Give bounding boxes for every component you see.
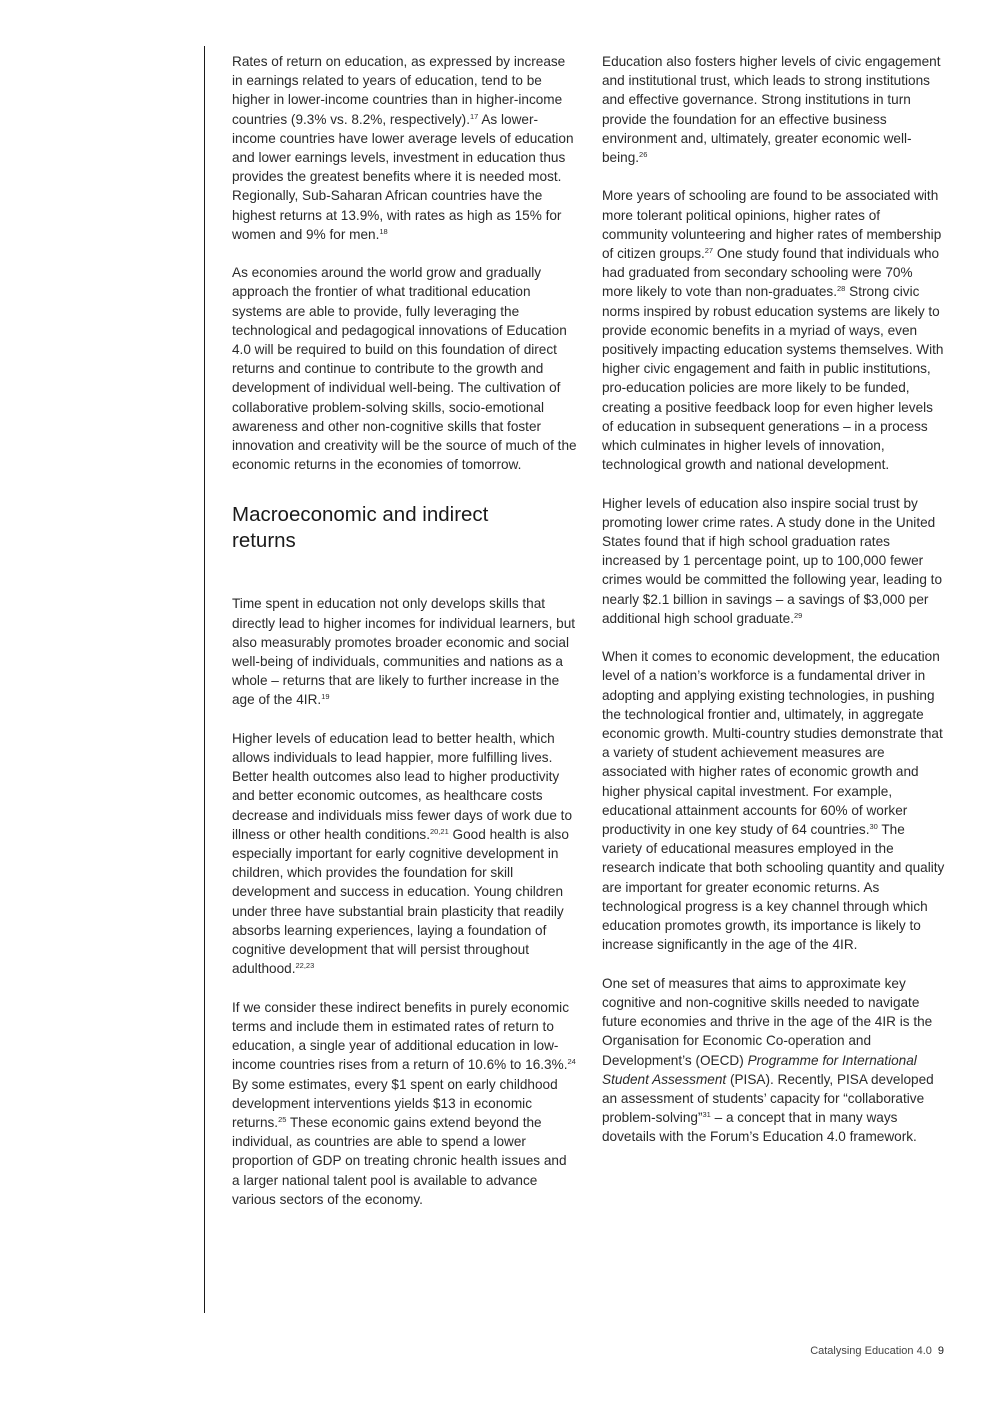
paragraph: Rates of return on education, as expressed by increase in earnings related to years of education, tend to be higher in lower-income countries than in higher-income countries (9.3% vs. 8.2%, respectively).$^{17}$ As lower-income countries have lower average levels of education and lower earnings levels, investment in education thus provides the greatest benefits where it is needed most. Regionally, Sub-Saharan African countries have the highest returns at 13.9%, with rates as high as 15% for women and 9% for men.$^{18}$ xyxy=(232,54,574,242)
margin-rule xyxy=(204,46,205,1313)
footnote-ref: 28 xyxy=(837,284,846,294)
page-footer xyxy=(810,1345,944,1357)
paragraph: One set of measures that aims to approximate key cognitive and non-cognitive skills needed to navigate future economies and thrive in the age of the 4IR is the Organisation for Economic Co-operation and Development’s (OECD) Programme for International Student Assessment (PISA). Recently, PISA developed an assessment of students’ capacity for “collaborative problem-solving”$^{31}$ – a concept that in many ways dovetails with the Forum’s Education 4.0 framework. xyxy=(602,975,934,1145)
paragraph: More years of schooling are found to be associated with more tolerant political opinions, higher rates of community volunteering and higher rates of membership of citizen groups.$^{27}$ One study found that individuals who had graduated from secondary schooling were 70% more likely to vote than non-graduates.$^{28}$ Strong civic norms inspired by robust education systems are likely to provide economic benefits in a myriad of ways, even positively impacting education systems themselves. With higher civic engagement and faith in public institutions, pro-education policies are more likely to be funded, creating a positive feedback loop for even higher levels of education in subsequent generations – in a process which culminates in higher levels of innovation, technological growth and national development. xyxy=(602,188,944,473)
footnote-ref: 27 xyxy=(704,246,714,256)
right-column xyxy=(602,52,947,1166)
publication-title: Catalysing Education 4.0 xyxy=(810,1345,932,1357)
footnote-ref: 30 xyxy=(869,822,878,832)
footnote-ref: 19 xyxy=(321,692,330,702)
paragraph: Higher levels of education lead to better health, which allows individuals to lead happier, more fulfilling lives. Better health outcomes also lead to higher productivity and better economic outcomes, as healthcare costs decrease and individuals miss fewer days of work due to illness or other health conditions.$^{20,21}$ Good health is also especially important for early cognitive development in children, which provides the foundation for skill development and success in education. Young children under three have substantial brain plasticity that readily absorbs learning experiences, laying a foundation of cognitive development that will persist throughout adulthood.$^{22,23}$ xyxy=(232,730,573,977)
paragraph: As economies around the world grow and gradually approach the frontier of what traditional education systems are able to provide, fully leveraging the technological and pedagogical innovations of Education 4.0 will be required to build on this foundation of direct returns and continue to contribute to the growth and development of individual well-being. The cultivation of collaborative problem-solving skills, socio-emotional awareness and other non-cognitive skills that foster innovation and creativity will be the source of much of the economic returns in the economies of tomorrow. xyxy=(232,265,577,473)
footnote-ref: 25 xyxy=(278,1114,287,1124)
paragraph: Higher levels of education also inspire social trust by promoting lower crime rates. A study done in the United States found that if high school graduation rates increased by 1 percentage point, up to 100,000 fewer crimes would be committed the following year, leading to nearly $2.1 billion in savings – a savings of $3,000 per additional high school graduate.$^{29}$ xyxy=(602,495,943,626)
page-number: 9 xyxy=(937,1345,944,1357)
footnote-ref: 26 xyxy=(639,150,648,160)
paragraph: Education also fosters higher levels of civic engagement and institutional trust, which leads to strong institutions and effective governance. Strong institutions in turn provide the foundation for an effective business environment and, ultimately, greater economic well-being.$^{26}$ xyxy=(602,54,941,166)
footnote-ref: 24 xyxy=(567,1057,576,1067)
footnote-ref: 18 xyxy=(379,226,388,236)
paragraph: Time spent in education not only develops skills that directly lead to higher incomes for individual learners, but also measurably promotes broader economic and social well-being of individuals, communities and nations as a whole – returns that are likely to further increase in the age of the 4IR.$^{19}$ xyxy=(232,596,576,708)
programme-title: Programme for International Student Assessment xyxy=(602,1052,917,1087)
footnote-ref: 31 xyxy=(702,1110,711,1120)
footnote-ref: 22,23 xyxy=(295,961,315,971)
paragraph: If we consider these indirect benefits in purely economic terms and include them in estimated rates of return to education, a single year of additional education in low-income countries rises from a return of 10.6% to 16.3%.$^{24}$ By some estimates, every $1 spent on early childhood development interventions yields $13 in economic returns.$^{25}$ These economic gains extend beyond the individual, as countries are able to spend a lower proportion of GDP on treating chronic health issues and a larger national talent pool is available to advance various sectors of the economy. xyxy=(232,999,576,1207)
left-column xyxy=(232,52,577,1228)
footnote-ref: 20,21 xyxy=(429,826,449,836)
paragraph: When it comes to economic development, the education level of a nation’s workforce is a fundamental driver in adopting and applying existing technologies, in pushing the technological frontier and, ultimately, in aggregate economic growth. Multi-country studies demonstrate that a variety of student achievement measures are associated with higher rates of economic growth and higher physical capital investment. For example, educational attainment accounts for 60% of worker productivity in one key study of 64 countries.$^{30}$ The variety of educational measures employed in the research indicate that both schooling quantity and quality are important for greater economic returns. As technological progress is a key channel through which education promotes growth, its importance is likely to increase significantly in the age of the 4IR. xyxy=(602,649,945,953)
section-heading: Macroeconomic and indirect returns xyxy=(232,503,489,553)
footnote-ref: 17 xyxy=(469,111,479,121)
footnote-ref: 29 xyxy=(793,610,803,620)
